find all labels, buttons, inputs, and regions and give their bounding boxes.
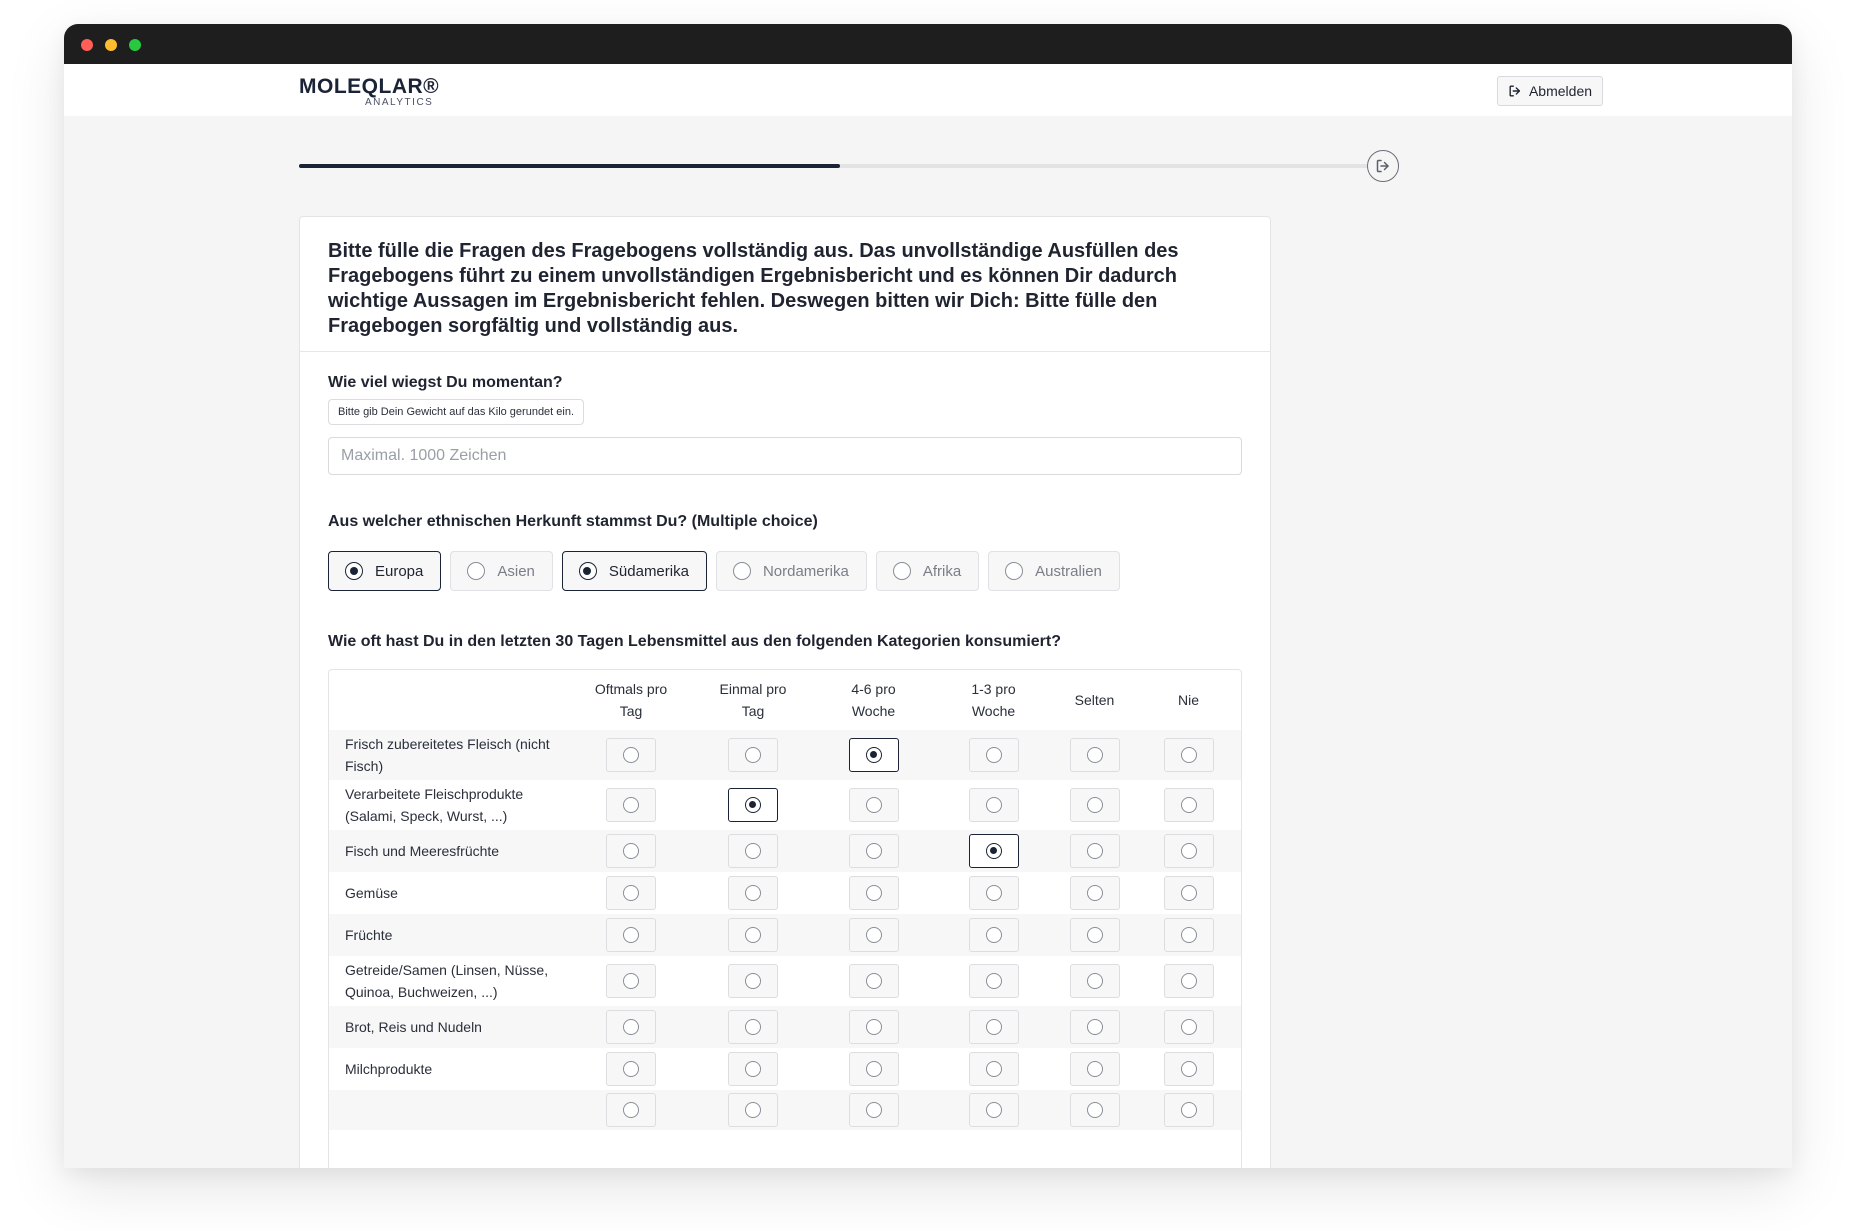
radio-empty-icon [1087,747,1103,763]
table-cell [1134,730,1242,780]
radio-selected-icon [986,843,1002,859]
table-row-label: Milchprodukte [345,1061,433,1077]
frequency-radio-button[interactable] [606,834,656,868]
table-cell [1134,914,1242,956]
radio-empty-icon [986,973,1002,989]
table-row-label [329,1090,571,1130]
frequency-radio-button[interactable] [606,876,656,910]
table-cell [932,914,1055,956]
table-cell [571,872,691,914]
radio-selected-icon [866,747,882,763]
frequency-radio-button[interactable] [969,876,1019,910]
frequency-radio-button[interactable] [1070,876,1120,910]
frequency-radio-button[interactable] [969,834,1019,868]
logo-wordmark: MOLEQLAR® [299,75,440,98]
radio-empty-icon [1087,973,1103,989]
table-cell [815,1006,932,1048]
table-cell [691,1048,815,1090]
table-cell [932,730,1055,780]
frequency-radio-button[interactable] [1070,788,1120,822]
radio-empty-icon [1087,927,1103,943]
table-cell [691,730,815,780]
weight-question-label: Wie viel wiegst Du momentan? [328,374,563,391]
radio-empty-icon [623,885,639,901]
radio-empty-icon [986,885,1002,901]
frequency-radio-button[interactable] [849,1093,899,1127]
radio-empty-icon [866,1019,882,1035]
table-row [329,730,1242,780]
table-cell [932,956,1055,1006]
origin-option[interactable] [716,551,867,591]
table-cell [571,1006,691,1048]
radio-empty-icon [866,1061,882,1077]
progress-bar [299,164,1380,168]
table-cell [932,1090,1055,1130]
table-cell [571,1090,691,1130]
frequency-radio-button[interactable] [1164,1010,1214,1044]
table-cell [815,830,932,872]
table-header-row [329,670,1242,730]
radio-empty-icon [1087,797,1103,813]
table-cell [932,1006,1055,1048]
table-row-label: Früchte [329,914,571,956]
radio-empty-icon [986,1061,1002,1077]
frequency-radio-button[interactable] [1164,964,1214,998]
table-cell [1055,872,1134,914]
table-row [329,1090,1242,1130]
radio-empty-icon [1181,885,1197,901]
app-header [64,64,1792,116]
frequency-radio-button[interactable] [728,834,778,868]
radio-empty-icon [1087,1019,1103,1035]
table-cell [691,1090,815,1130]
table-cell [1134,830,1242,872]
frequency-radio-button[interactable] [1164,918,1214,952]
table-column-header: Selten [1074,692,1115,708]
table-cell [571,914,691,956]
table-cell [1055,914,1134,956]
table-header-empty [329,670,571,730]
exit-icon [1375,158,1391,174]
frequency-radio-button[interactable] [606,1010,656,1044]
frequency-radio-button[interactable] [606,918,656,952]
radio-empty-icon [866,797,882,813]
frequency-radio-button[interactable] [1164,1093,1214,1127]
logout-button[interactable] [1497,76,1603,106]
table-cell [932,1048,1055,1090]
table-row [329,872,1242,914]
radio-empty-icon [866,927,882,943]
table-cell [1134,872,1242,914]
radio-empty-icon [745,927,761,943]
table-cell [815,1090,932,1130]
frequency-radio-button[interactable] [969,1010,1019,1044]
radio-selected-icon [345,562,363,580]
frequency-radio-button[interactable] [606,788,656,822]
frequency-radio-button[interactable] [969,788,1019,822]
table-cell [691,830,815,872]
table-column-header: 4-6 pro Woche [851,681,896,719]
frequency-radio-button[interactable] [1070,1010,1120,1044]
frequency-radio-button[interactable] [849,964,899,998]
radio-empty-icon [1181,973,1197,989]
table-column-header: Einmal pro Tag [719,681,787,719]
table-cell [1134,1006,1242,1048]
table-cell [1055,1048,1134,1090]
frequency-radio-button[interactable] [849,918,899,952]
table-row-label: Verarbeitete Fleischprodukte (Salami, Speck, Wurst, ...) [345,786,524,824]
table-cell [1055,1006,1134,1048]
table-cell [1055,780,1134,830]
radio-empty-icon [623,927,639,943]
origin-option[interactable] [450,551,553,591]
table-row [329,956,1242,1006]
radio-empty-icon [866,973,882,989]
frequency-radio-button[interactable] [1070,1093,1120,1127]
radio-empty-icon [745,1061,761,1077]
radio-empty-icon [1181,1102,1197,1118]
frequency-radio-button[interactable] [969,1052,1019,1086]
radio-empty-icon [986,927,1002,943]
radio-empty-icon [623,973,639,989]
table-row [329,830,1242,872]
frequency-radio-button[interactable] [1070,918,1120,952]
origin-options [328,551,1120,591]
frequency-radio-button[interactable] [1164,1052,1214,1086]
frequency-radio-button[interactable] [969,964,1019,998]
table-row-label: Fisch und Meeresfrüchte [329,830,571,872]
origin-option[interactable] [988,551,1120,591]
radio-empty-icon [1181,843,1197,859]
table-column-header: 1-3 pro Woche [971,681,1016,719]
table-cell [691,872,815,914]
radio-empty-icon [1181,1019,1197,1035]
radio-empty-icon [893,562,911,580]
radio-empty-icon [623,747,639,763]
maximize-window-dot[interactable] [129,39,141,51]
radio-empty-icon [745,885,761,901]
frequency-radio-button[interactable] [606,964,656,998]
origin-option[interactable] [876,551,979,591]
frequency-radio-button[interactable] [728,1093,778,1127]
table-row [329,1048,1242,1090]
table-cell [571,780,691,830]
radio-empty-icon [986,797,1002,813]
table-cell [815,1048,932,1090]
radio-empty-icon [1005,562,1023,580]
food-frequency-table [329,670,1242,1130]
origin-option-label: Afrika [922,562,962,580]
radio-empty-icon [1181,797,1197,813]
table-column-header: Nie [1177,692,1199,708]
frequency-radio-button[interactable] [849,834,899,868]
origin-option-label: Nordamerika [762,562,849,580]
table-cell [1055,830,1134,872]
frequency-radio-button[interactable] [728,788,778,822]
radio-empty-icon [623,1019,639,1035]
frequency-radio-button[interactable] [1070,964,1120,998]
browser-window [64,24,1792,1168]
radio-empty-icon [986,747,1002,763]
table-cell [932,780,1055,830]
radio-selected-icon [745,797,761,813]
radio-selected-icon [579,562,597,580]
food-frequency-grid [328,669,1242,1168]
table-cell [571,956,691,1006]
origin-option-label: Australien [1035,562,1102,580]
radio-empty-icon [1087,1102,1103,1118]
table-cell [1055,730,1134,780]
frequency-radio-button[interactable] [1070,738,1120,772]
close-window-dot[interactable] [81,39,93,51]
frequency-radio-button[interactable] [1164,876,1214,910]
table-cell [815,914,932,956]
table-cell [1134,780,1242,830]
table-row-label: Getreide/Samen (Linsen, Nüsse, Quinoa, Buchweizen, ...) [345,962,549,1000]
radio-empty-icon [623,1102,639,1118]
intro-section [300,217,1270,352]
radio-empty-icon [623,843,639,859]
radio-empty-icon [623,1061,639,1077]
frequency-radio-button[interactable] [728,964,778,998]
window-titlebar [64,24,1792,64]
radio-empty-icon [745,843,761,859]
radio-empty-icon [745,1102,761,1118]
frequency-radio-button[interactable] [849,738,899,772]
origin-option-label: Asien [497,562,535,580]
table-cell [815,956,932,1006]
origin-option[interactable] [328,551,441,591]
radio-empty-icon [623,797,639,813]
table-row [329,914,1242,956]
frequency-radio-button[interactable] [1164,738,1214,772]
frequency-radio-button[interactable] [606,1093,656,1127]
radio-empty-icon [1181,1061,1197,1077]
frequency-radio-button[interactable] [728,1010,778,1044]
table-row [329,780,1242,830]
weight-input[interactable] [328,437,1242,475]
radio-empty-icon [866,885,882,901]
frequency-radio-button[interactable] [969,738,1019,772]
frequency-radio-button[interactable] [728,876,778,910]
origin-option-label: Europa [375,562,424,580]
table-cell [932,830,1055,872]
frequency-radio-button[interactable] [1164,834,1214,868]
frequency-radio-button[interactable] [849,876,899,910]
table-cell [1134,1048,1242,1090]
table-row [329,1006,1242,1048]
frequency-radio-button[interactable] [728,738,778,772]
table-cell [691,780,815,830]
table-column-header: Oftmals pro Tag [594,681,668,719]
frequency-radio-button[interactable] [849,1052,899,1086]
frequency-radio-button[interactable] [1070,1052,1120,1086]
frequency-radio-button[interactable] [728,918,778,952]
logo-subtitle: ANALYTICS [365,97,434,108]
table-row-label: Frisch zubereitetes Fleisch (nicht Fisch) [329,730,571,780]
table-cell [691,956,815,1006]
weight-hint: Bitte gib Dein Gewicht auf das Kilo gerundet ein. [328,399,584,425]
minimize-window-dot[interactable] [105,39,117,51]
radio-empty-icon [467,562,485,580]
frequency-radio-button[interactable] [1070,834,1120,868]
frequency-radio-button[interactable] [849,788,899,822]
table-cell [1134,1090,1242,1130]
frequency-radio-button[interactable] [1164,788,1214,822]
radio-empty-icon [986,1102,1002,1118]
radio-empty-icon [745,973,761,989]
questionnaire-card [299,216,1271,1168]
origin-question-label: Aus welcher ethnischen Herkunft stammst Du? (Multiple choice) [328,513,818,530]
progress-fill [299,164,840,168]
frequency-radio-button[interactable] [849,1010,899,1044]
frequency-radio-button[interactable] [969,1093,1019,1127]
table-cell [691,1006,815,1048]
table-cell [1134,956,1242,1006]
origin-option-label: Südamerika [608,562,689,580]
radio-empty-icon [745,1019,761,1035]
table-cell [815,730,932,780]
radio-empty-icon [986,1019,1002,1035]
intro-text: Bitte fülle die Fragen des Fragebogens vollständig aus. Das unvollständige Ausfüllen des Fragebogens führt zu einem unvollständigen Ergebnisbericht und es können Dir dadurch wichtige Aussagen im Ergebnisbericht fehlen. Deswegen bitten wir Dich: Bitte fülle den Fragebogen sorgfältig und vollständig aus. [328,240,1179,337]
logout-icon [1508,84,1522,98]
radio-empty-icon [1087,885,1103,901]
table-cell [571,730,691,780]
radio-empty-icon [866,843,882,859]
radio-empty-icon [866,1102,882,1118]
table-cell [691,914,815,956]
table-cell [932,872,1055,914]
table-cell [1055,1090,1134,1130]
radio-empty-icon [1087,1061,1103,1077]
radio-empty-icon [733,562,751,580]
frequency-radio-button[interactable] [969,918,1019,952]
radio-empty-icon [745,747,761,763]
table-cell [815,872,932,914]
table-row-label: Brot, Reis und Nudeln [329,1006,571,1048]
exit-questionnaire-button[interactable] [1367,150,1399,182]
table-cell [571,830,691,872]
table-row-label: Gemüse [345,885,398,901]
origin-option[interactable] [562,551,707,591]
table-cell [815,780,932,830]
food-question-label: Wie oft hast Du in den letzten 30 Tagen Lebensmittel aus den folgenden Kategorien konsumiert? [328,633,1061,650]
table-cell [1055,956,1134,1006]
frequency-radio-button[interactable] [606,738,656,772]
table-cell [571,1048,691,1090]
frequency-radio-button[interactable] [606,1052,656,1086]
logout-label: Abmelden [1528,83,1593,99]
radio-empty-icon [1087,843,1103,859]
frequency-radio-button[interactable] [728,1052,778,1086]
radio-empty-icon [1181,927,1197,943]
radio-empty-icon [1181,747,1197,763]
logo [299,73,439,109]
